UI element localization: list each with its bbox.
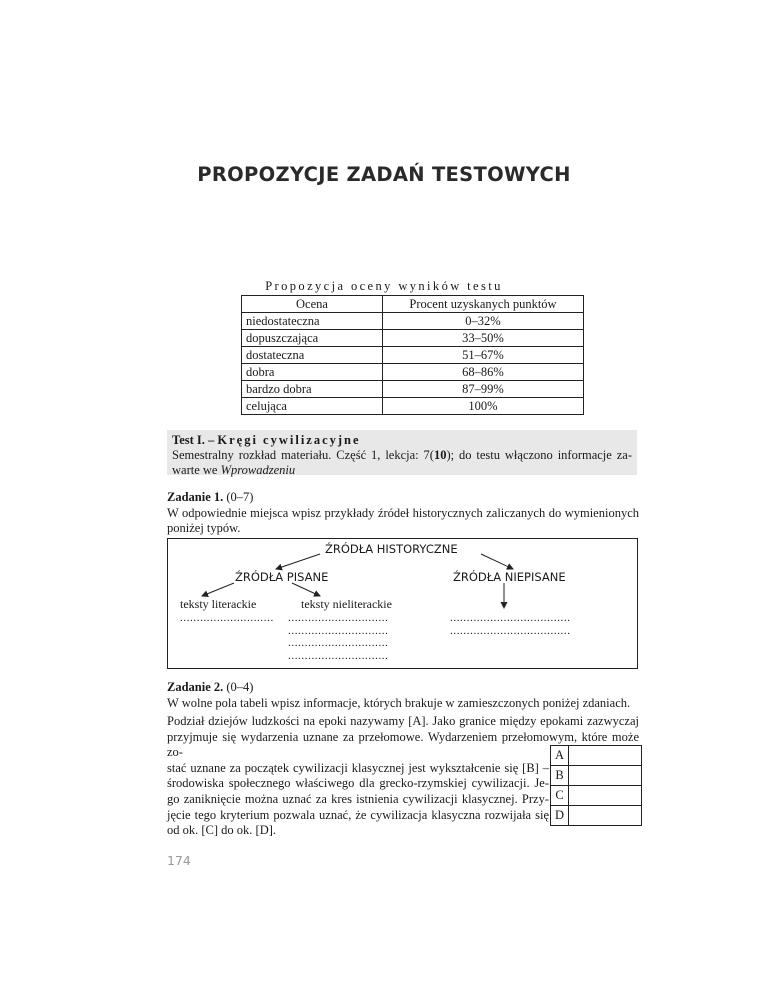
label-historical-sources: ŹRÓDŁA HISTORYCZNE [325,542,458,556]
grade-cell: bardzo dobra [242,381,383,398]
label-literary-texts: teksty literackie [180,597,257,611]
grade-table [241,295,584,415]
paragraph-line: Podział dziejów ludzkości na epoki nazywamy [A]. Jako granice między epokami zazwyczaj [167,714,639,728]
test-desc-text2: warte we [172,463,221,477]
answer-field-a[interactable] [569,746,642,766]
answer-label: D [551,806,569,826]
grade-cell: niedostateczna [242,313,383,330]
paragraph-line: go zaniknięcie można uznać za kres istnienia cywilizacji klasycznej. Przy- [167,791,549,806]
arrow-to-literary [202,583,234,596]
answer-row [551,806,642,826]
percent-cell: 51–67% [383,347,584,364]
task2-instruction: W wolne pola tabeli wpisz informacje, których brakuje w zamieszczonych poniżej zdaniach. [167,696,631,710]
task2-label: Zadanie 2. [167,680,224,694]
task1-points: (0–7) [226,490,254,504]
test-title-prefix: Test I. – [172,433,218,447]
arrow-to-written [276,554,320,569]
grade-cell: dopuszczająca [242,330,383,347]
percent-cell: 87–99% [383,381,584,398]
sources-diagram [167,538,638,669]
literary-answer-blank[interactable]: ............................ [180,612,274,624]
answer-label: B [551,766,569,786]
grade-cell: dobra [242,364,383,381]
answer-row [551,786,642,806]
header-percent: Procent uzyskanych punktów [383,296,584,313]
paragraph-line: stać uznane za początek cywilizacji klasycznej jest wykształcenie się [B] – [167,760,549,775]
task1-instruction: W odpowiednie miejsca wpisz przykłady źródeł historycznych zaliczanych do wymienionych poniżej typów. [167,506,639,535]
percent-cell: 33–50% [383,330,584,347]
nonliterary-answer-blanks[interactable]: .............................. .............................. .............................. .............................. [288,612,389,662]
percent-cell: 0–32% [383,313,584,330]
test-desc-text: Semestralny rozkład materiału. Część 1, lekcja: 7( [172,448,434,462]
label-written-sources: ŹRÓDŁA PISANE [235,570,329,584]
label-unwritten-sources: ŹRÓDŁA NIEPISANE [453,570,566,584]
task1-heading [167,490,253,505]
answer-field-b[interactable] [569,766,642,786]
answer-row [551,766,642,786]
grade-cell: dostateczna [242,347,383,364]
test-description-cont [172,463,632,478]
page-number: 174 [167,853,191,868]
percent-cell: 100% [383,398,584,415]
answer-label: C [551,786,569,806]
test-title [172,433,632,448]
grade-cell: celująca [242,398,383,415]
test-desc-bold: 10 [433,448,447,462]
task2-points: (0–4) [226,680,254,694]
task2-heading [167,680,253,695]
paragraph-line: jęcie tego kryterium pozwala uznać, że cywilizacja klasyczna rozwijała się [167,807,549,822]
table-row [242,381,584,398]
page-title: PROPOZYCJE ZADAŃ TESTOWYCH [197,163,571,186]
table-row [242,313,584,330]
unwritten-answer-blanks[interactable]: .................................... .................................... [450,612,571,637]
table-row [242,398,584,415]
label-nonliterary-texts: teksty nieliterackie [301,597,392,611]
answer-row [551,746,642,766]
task1-label: Zadanie 1. [167,490,224,504]
paragraph-line: przyjmuje się wydarzenia uznane za przełomowe. Wydarzeniem przełomowym, które może zo- [167,729,639,760]
test-info-box [167,430,637,475]
answer-table [550,745,642,826]
percent-cell: 68–86% [383,364,584,381]
grade-table-header [242,296,584,313]
arrow-to-nonliterary [292,583,320,596]
table-row [242,364,584,381]
answer-label: A [551,746,569,766]
table-row [242,330,584,347]
grade-table-caption: Propozycja oceny wyników testu [265,279,503,293]
table-row [242,347,584,364]
arrow-to-unwritten [481,554,513,569]
answer-field-d[interactable] [569,806,642,826]
test-description [172,448,632,463]
test-desc-text-end: ); do testu włączono informacje za- [446,448,632,462]
answer-field-c[interactable] [569,786,642,806]
paragraph-line: środowiska społecznego właściwego dla grecko-rzymskiej cywilizacji. Je- [167,776,549,791]
test-desc-italic: Wprowadzeniu [220,463,296,477]
header-grade: Ocena [242,296,383,313]
paragraph-line: od ok. [C] do ok. [D]. [167,823,277,838]
test-title-topic: Kręgi cywilizacyjne [217,433,361,447]
